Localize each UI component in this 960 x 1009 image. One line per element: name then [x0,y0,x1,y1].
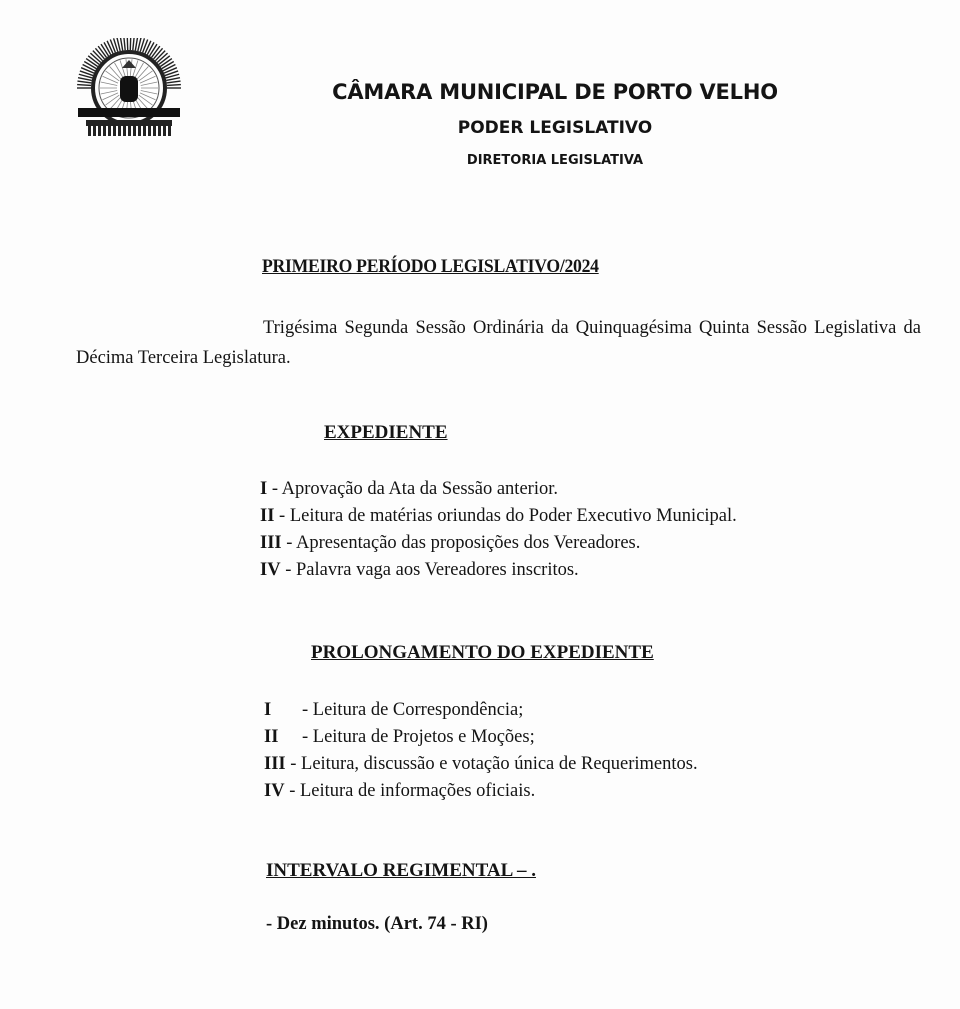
prolongamento-title: PROLONGAMENTO DO EXPEDIENTE [311,642,654,663]
session-description: Trigésima Segunda Sessão Ordinária da Quinquagésima Quinta Sessão Legislativa da Décima Terceira Legislatura. [76,318,921,368]
institution-subtitle: PODER LEGISLATIVO [457,118,653,138]
list-item: III - Leitura, discussão e votação única de Requerimentos. [264,754,698,774]
prolongamento-list [264,697,698,805]
period-title: PRIMEIRO PERÍODO LEGISLATIVO/2024 [262,256,599,277]
intervalo-text: - Dez minutos. (Art. 74 - RI) [266,914,488,934]
list-item: III - Apresentação das proposições dos Vereadores. [260,533,641,553]
intervalo-title: INTERVALO REGIMENTAL – . [266,860,536,881]
list-item: I - Aprovação da Ata da Sessão anterior. [260,479,558,499]
list-item: IV - Leitura de informações oficiais. [264,781,536,801]
expediente-list [260,476,737,584]
list-item: II - Leitura de Projetos e Moções; [264,727,535,747]
list-item: IV - Palavra vaga aos Vereadores inscritos. [260,560,579,580]
department-name: DIRETORIA LEGISLATIVA [466,153,644,168]
list-item: I - Leitura de Correspondência; [264,700,524,720]
list-item: II - Leitura de matérias oriundas do Poder Executivo Municipal. [260,506,737,526]
expediente-title: EXPEDIENTE [324,422,448,443]
institution-title: CÂMARA MUNICIPAL DE PORTO VELHO [332,80,778,104]
